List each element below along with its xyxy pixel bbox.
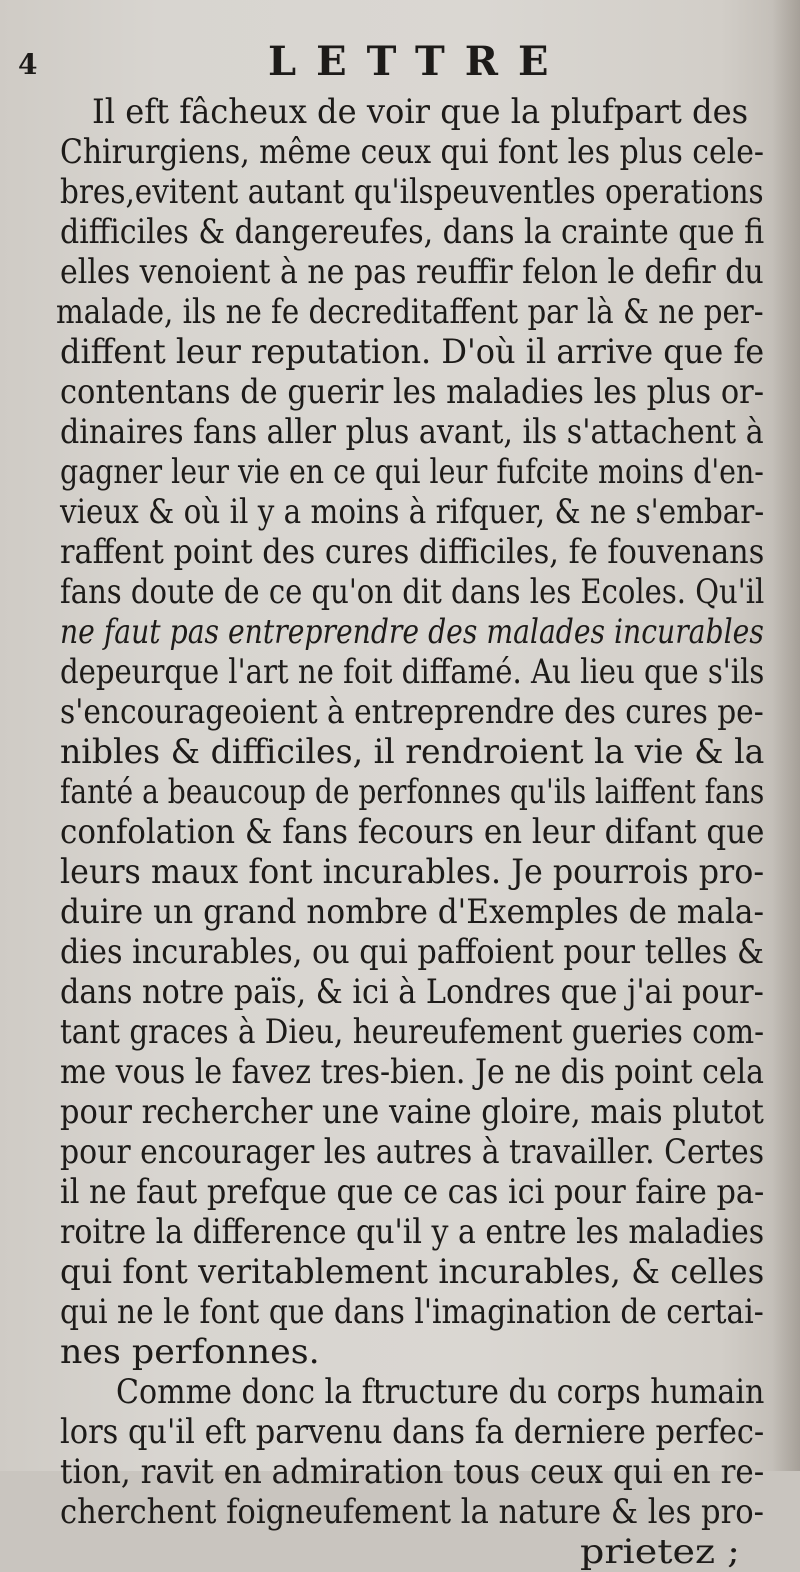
running-head: LETTRE xyxy=(268,38,569,85)
text-line: diffent leur reputation. D'où il arrive que fe xyxy=(60,332,765,372)
text-line: difficiles & dangereufes, dans la crainte que fi xyxy=(60,212,765,252)
page-number: 4 xyxy=(18,48,38,81)
text-line: raffent point des cures difficiles, fe fouvenans xyxy=(60,532,765,572)
text-line: Il eft fâcheux de voir que la plufpart des xyxy=(92,92,749,132)
text-line: vieux & où il y a moins à rifquer, & ne s'embar- xyxy=(60,492,765,532)
text-line: leurs maux font incurables. Je pourrois pro- xyxy=(60,852,765,892)
text-line: bres,evitent autant qu'ilspeuventles operations xyxy=(60,172,764,212)
text-line: contentans de guerir les maladies les plus or- xyxy=(60,372,765,412)
text-line: duire un grand nombre d'Exemples de mala- xyxy=(60,892,764,932)
text-line: dinaires fans aller plus avant, ils s'attachent à xyxy=(60,412,764,452)
text-line: pour rechercher une vaine gloire, mais plutot xyxy=(60,1092,764,1132)
text-line: qui font veritablement incurables, & celles xyxy=(60,1252,765,1292)
text-line: lors qu'il eft parvenu dans fa derniere perfec- xyxy=(60,1412,765,1452)
text-line: nibles & difficiles, il rendroient la vie & la xyxy=(60,732,765,772)
text-line: malade, ils ne fe decreditaffent par là & ne per- xyxy=(56,292,764,332)
text-line: dans notre païs, & ici à Londres que j'ai pour- xyxy=(60,972,764,1012)
text-line: depeurque l'art ne foit diffamé. Au lieu que s'ils xyxy=(60,652,765,692)
text-line: nes perfonnes. xyxy=(60,1332,320,1372)
text-line: dies incurables, ou qui paffoient pour telles & xyxy=(60,932,764,972)
text-line: Comme donc la ftructure du corps humain xyxy=(116,1372,765,1412)
text-line: tion, ravit en admiration tous ceux qui en re- xyxy=(60,1452,765,1492)
text-line: elles venoient à ne pas reuffir felon le defir du xyxy=(60,252,764,292)
text-line: me vous le favez tres-bien. Je ne dis point cela xyxy=(60,1052,765,1092)
text-line: fanté a beaucoup de perfonnes qu'ils laiffent fans xyxy=(60,772,765,812)
text-line: il ne faut prefque que ce cas ici pour faire pa- xyxy=(60,1172,765,1212)
text-line: Chirurgiens, même ceux qui font les plus cele- xyxy=(60,132,764,172)
catchword: prietez ; xyxy=(580,1532,740,1572)
text-line: cherchent foigneufement la nature & les pro- xyxy=(60,1492,764,1532)
text-line: fans doute de ce qu'on dit dans les Ecoles. Qu'il xyxy=(60,572,765,612)
text-line: roitre la difference qu'il y a entre les maladies xyxy=(60,1212,765,1252)
text-line: pour encourager les autres à travailler. Certes xyxy=(60,1132,765,1172)
text-line: gagner leur vie en ce qui leur fufcite moins d'en- xyxy=(60,452,764,492)
text-line: s'encourageoient à entreprendre des cures pe- xyxy=(60,692,764,732)
text-line: tant graces à Dieu, heureufement gueries com- xyxy=(60,1012,765,1052)
text-line-italic: ne faut pas entreprendre des malades incurables xyxy=(60,612,764,652)
text-line: qui ne le font que dans l'imagination de certai- xyxy=(60,1292,764,1332)
text-line: confolation & fans fecours en leur difant que xyxy=(60,812,765,852)
